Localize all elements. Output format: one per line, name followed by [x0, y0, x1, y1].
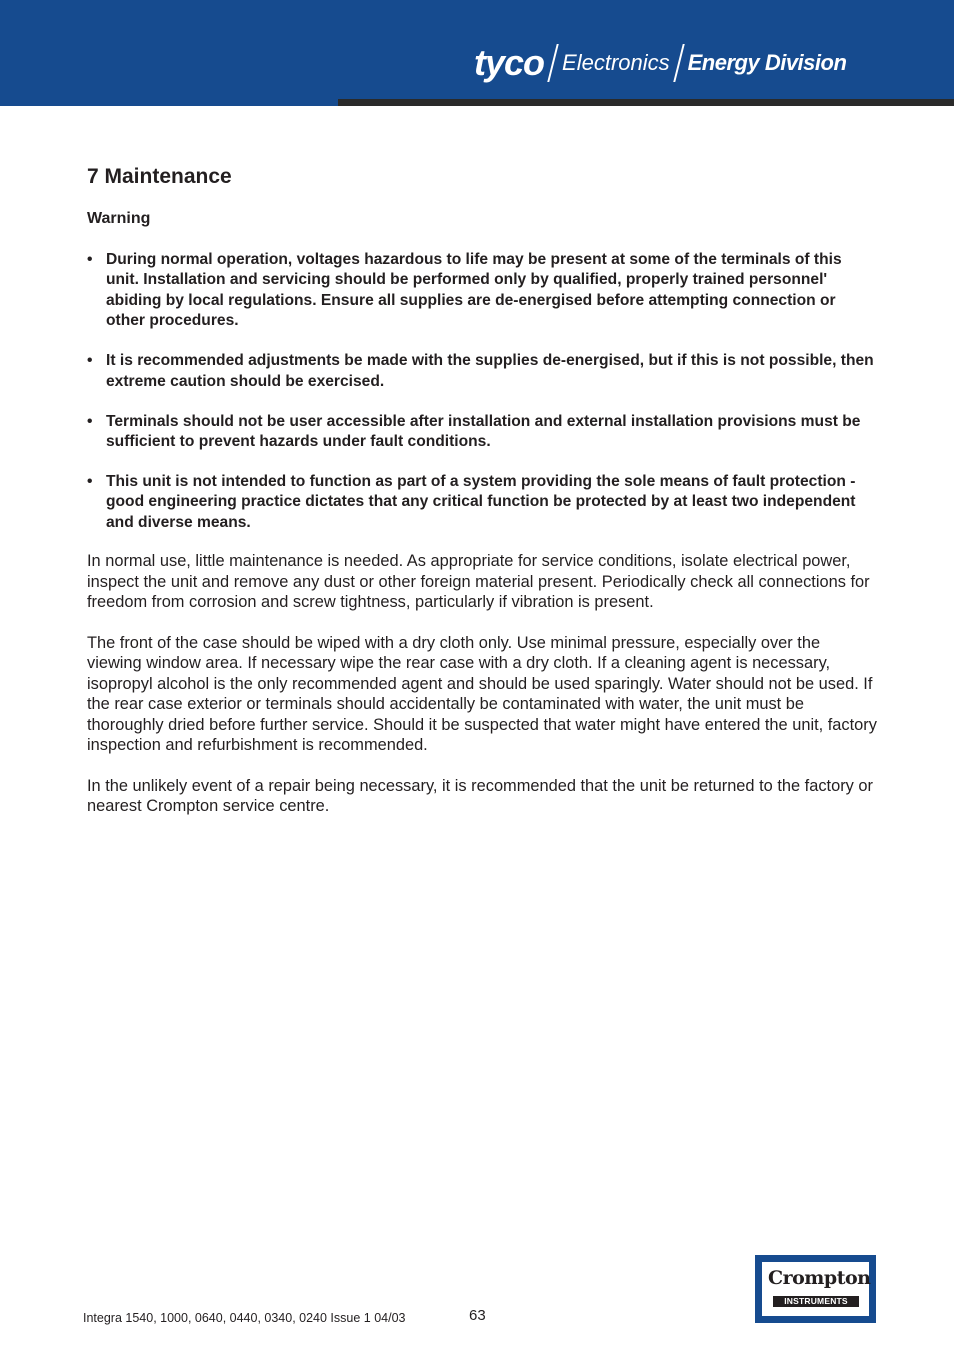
warning-item: • During normal operation, voltages hazardous to life may be present at some of the terminals of this unit. Installation and servicing should be performed only by qualified, properly trained personnel' abiding by local regulations. Ensure all supplies are de-energised before attempting connection or other procedures. — [87, 250, 877, 332]
header-underline — [338, 99, 954, 106]
warning-label: Warning — [87, 210, 151, 227]
brand-division: Energy Division — [687, 50, 847, 75]
crompton-logo-inner — [762, 1262, 869, 1316]
page-number: 63 — [469, 1307, 486, 1324]
warning-item: • It is recommended adjustments be made with the supplies de-energised, but if this is not possible, then extreme caution should be exercised. — [87, 351, 877, 392]
crompton-logo-name: Crompton — [768, 1267, 871, 1289]
footer-document-ref: Integra 1540, 1000, 0640, 0440, 0340, 0240 Issue 1 04/03 — [83, 1311, 406, 1325]
brand-electronics: Electronics — [562, 50, 670, 75]
brand-tyco: tyco — [474, 42, 545, 83]
body-paragraph: The front of the case should be wiped with a dry cloth only. Use minimal pressure, especially over the viewing window area. If necessary wipe the rear case with a dry cloth. If a cleaning agent is necessary, isopropyl alcohol is the only recommended agent and should be used sparingly. Water should not be used. If the rear case exterior or terminals should accidentally be contaminated with water, the unit must be thoroughly dried before further service. Should it be suspected that water might have entered the unit, factory inspection and refurbishment is recommended. — [87, 633, 877, 755]
warning-item: • Terminals should not be user accessible after installation and external installation provisions must be sufficient to prevent hazards under fault conditions. — [87, 412, 877, 453]
warning-item: • This unit is not intended to function as part of a system providing the sole means of fault protection - good engineering practice dictates that any critical function be protected by at least two independent and diverse means. — [87, 472, 877, 533]
body-paragraph: In normal use, little maintenance is needed. As appropriate for service conditions, isolate electrical power, inspect the unit and remove any dust or other foreign material present. Periodically check all connections for freedom from corrosion and screw tightness, particularly if vibration is present. — [87, 552, 870, 612]
body-paragraph: In the unlikely event of a repair being necessary, it is recommended that the unit be returned to the factory or nearest Crompton service centre. — [87, 776, 873, 816]
warning-list — [87, 250, 877, 533]
section-title: 7 Maintenance — [87, 165, 232, 188]
crompton-instruments-logo — [755, 1255, 876, 1323]
main-content — [87, 162, 877, 817]
brand-separator — [547, 44, 558, 82]
tyco-electronics-logo — [474, 40, 846, 86]
brand-separator — [673, 44, 684, 82]
crompton-logo-sub: INSTRUMENTS — [773, 1296, 859, 1307]
